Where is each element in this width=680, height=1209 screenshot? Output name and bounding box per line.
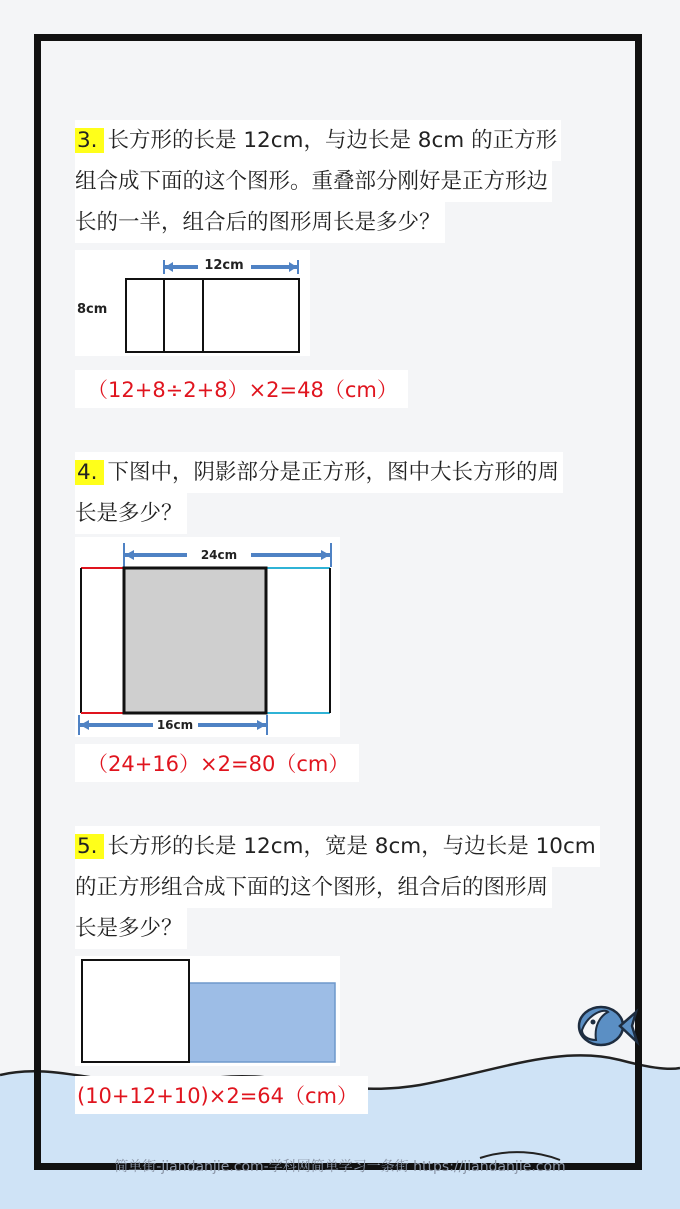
question-4 (75, 452, 610, 534)
answer-q3: （12+8÷2+8）×2=48（cm） (75, 370, 408, 408)
dimension-label-top: 24cm (200, 548, 238, 562)
figure-q4 (75, 537, 340, 737)
answer-q5: (10+12+10)×2=64（cm） (75, 1076, 368, 1114)
fish-icon (574, 1000, 640, 1054)
question-text: 长是多少？ (75, 908, 187, 949)
question-text: 长方形的长是 12cm，宽是 8cm，与边长是 10cm (107, 834, 596, 859)
dimension-label-top: 12cm (204, 258, 244, 273)
question-text: 长方形的长是 12cm，与边长是 8cm 的正方形 (107, 128, 558, 153)
footer-watermark: 简单街-jiandanjie.com-学科网简单学习一条街 https://jiandanjie.com (114, 1159, 566, 1175)
question-3 (75, 120, 610, 243)
figure-q5 (75, 956, 340, 1066)
question-number: 4. (75, 460, 104, 485)
question-text: 下图中，阴影部分是正方形，图中大长方形的周 (107, 460, 560, 485)
figure-q3 (75, 250, 310, 356)
dimension-label-bottom: 16cm (156, 718, 194, 732)
question-text: 长是多少？ (75, 493, 187, 534)
answer-q4: （24+16）×2=80（cm） (75, 744, 359, 782)
question-number: 5. (75, 834, 104, 859)
dimension-label-left: 8cm (77, 302, 108, 317)
question-number: 3. (75, 128, 104, 153)
question-text: 组合成下面的这个图形。重叠部分刚好是正方形边 (75, 161, 552, 202)
question-text: 的正方形组合成下面的这个图形，组合后的图形周 (75, 867, 552, 908)
question-5 (75, 826, 610, 949)
question-text: 长的一半，组合后的图形周长是多少？ (75, 202, 445, 243)
